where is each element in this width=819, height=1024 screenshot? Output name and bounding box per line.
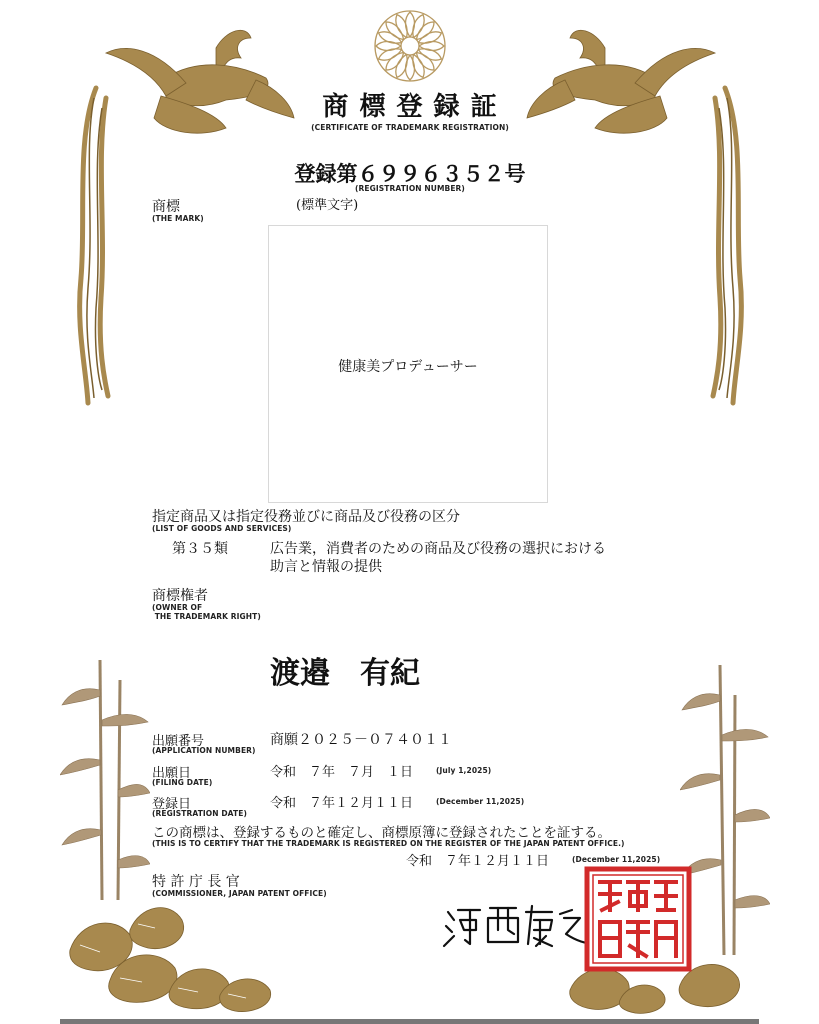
signature-image [440,900,600,950]
registration-number-en: (REGISTRATION NUMBER) [355,184,465,193]
registration-date-value: 令和 ７年１２月１１日 [270,796,414,811]
mark-type: (標準文字) [296,198,359,213]
application-label-en: (APPLICATION NUMBER) [152,746,256,755]
bottom-rule [60,1019,759,1024]
application-value: 商願２０２５－０７４０１１ [270,732,452,748]
goods-line-2: 助言と情報の提供 [270,559,382,575]
paulownia-leaves-left-icon [60,890,280,1015]
goods-label: 指定商品又は指定役務並びに商品及び役務の区分 [152,509,460,525]
filing-value-en: (July 1,2025) [436,766,492,775]
owner-name: 渡邉 有紀 [270,656,420,691]
official-seal-icon [584,866,692,972]
issue-date-en: (December 11,2025) [572,855,661,864]
owner-label-en: (OWNER OF THE TRADEMARK RIGHT) [152,603,261,621]
goods-line-1: 広告業，消費者のための商品及び役務の選択における [270,541,606,557]
commissioner-label-en: (COMMISSIONER, JAPAN PATENT OFFICE) [152,889,327,898]
registration-date-value-en: (December 11,2025) [436,797,525,806]
certify-text: この商標は、登録するものと確定し、商標原簿に登録されたことを証する。 [152,825,611,841]
mark-label: 商標 [152,199,180,215]
bamboo-right-icon [680,665,770,955]
certificate-title-en: (CERTIFICATE OF TRADEMARK REGISTRATION) [311,123,509,132]
bamboo-left-icon [60,660,150,900]
goods-label-en: (LIST OF GOODS AND SERVICES) [152,524,292,533]
registration-date-label-en: (REGISTRATION DATE) [152,809,247,818]
goods-class: 第３５類 [172,541,228,557]
mark-label-en: (THE MARK) [152,214,204,223]
owner-label: 商標権者 [152,588,208,604]
application-label: 出願番号 [152,734,205,749]
issue-date: 令和 ７年１２月１１日 [406,854,550,869]
certificate-title: 商 標 登 録 証 [322,92,498,122]
chrysanthemum-crest-icon [372,8,448,84]
registration-number: 登録第６９９６３５２号 [294,161,526,186]
mark-text: 健康美プロデューサー [338,359,478,375]
phoenix-right-icon [515,18,755,418]
filing-label: 出願日 [152,766,192,781]
filing-value: 令和 ７年 ７月 １日 [270,765,414,780]
commissioner-label: 特 許 庁 長 官 [152,874,240,890]
registration-date-label: 登録日 [152,797,192,812]
certify-text-en: (THIS IS TO CERTIFY THAT THE TRADEMARK IS REGISTERED ON THE REGISTER OF THE JAPAN PATENT OFFICE.) [152,839,625,848]
filing-label-en: (FILING DATE) [152,778,213,787]
mark-box [268,225,548,503]
